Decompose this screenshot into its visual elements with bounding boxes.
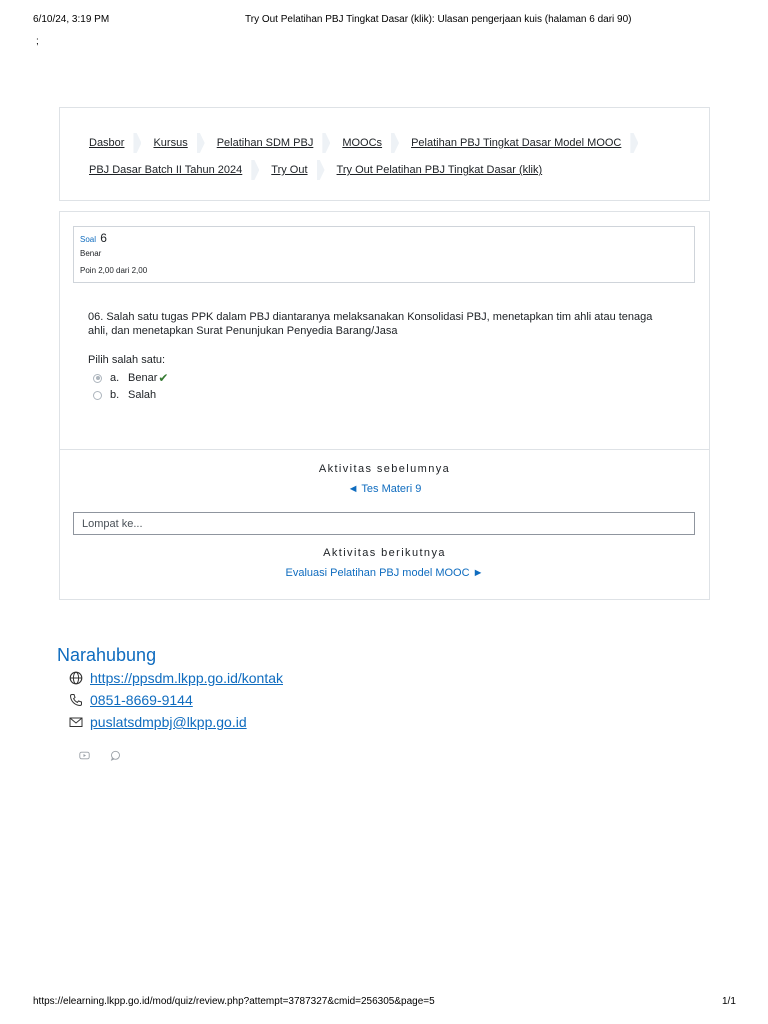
divider bbox=[60, 449, 709, 450]
phone-icon bbox=[69, 693, 83, 707]
answer-label: Salah bbox=[128, 389, 157, 401]
contact-phone bbox=[69, 692, 193, 708]
next-activity-link[interactable]: Evaluasi Pelatihan PBJ model MOOC ► bbox=[285, 567, 484, 579]
breadcrumb-row bbox=[89, 133, 650, 153]
breadcrumb-item-quiz[interactable]: Try Out Pelatihan PBJ Tingkat Dasar (klik) bbox=[336, 164, 543, 176]
question-grade: Poin 2,00 dari 2,00 bbox=[80, 266, 148, 275]
chevron-right-icon bbox=[391, 133, 399, 153]
print-datetime: 6/10/24, 3:19 PM bbox=[33, 14, 110, 25]
answer-prompt: Pilih salah satu: bbox=[88, 354, 166, 366]
jump-to-select[interactable]: Lompat ke... bbox=[73, 512, 695, 535]
question-number-value: 6 bbox=[100, 231, 107, 245]
answer-letter: b. bbox=[110, 389, 120, 401]
print-page-title: Try Out Pelatihan PBJ Tingkat Dasar (klik): Ulasan pengerjaan kuis (halaman 6 dari 90) bbox=[245, 14, 632, 25]
contact-title: Narahubung bbox=[57, 645, 157, 665]
whatsapp-icon[interactable] bbox=[110, 750, 121, 761]
checkmark-icon: ✔ bbox=[158, 371, 169, 385]
breadcrumb-row bbox=[89, 160, 542, 180]
next-activity-label: Aktivitas berikutnya bbox=[323, 547, 446, 559]
question-info bbox=[73, 226, 695, 283]
question-state: Benar bbox=[80, 249, 102, 258]
answer-letter: a. bbox=[110, 372, 120, 384]
chevron-right-icon bbox=[197, 133, 205, 153]
envelope-icon bbox=[69, 715, 83, 729]
print-footer-page: 1/1 bbox=[722, 996, 736, 1007]
breadcrumb-item-dasbor[interactable]: Dasbor bbox=[89, 137, 125, 149]
radio-button[interactable] bbox=[93, 391, 102, 400]
question-text: 06. Salah satu tugas PPK dalam PBJ diantaranya melaksanakan Konsolidasi PBJ, menetapkan tim ahli atau tenaga ahli, dan menetapkan Surat Penunjukan Penyedia Barang/Jasa bbox=[88, 311, 653, 337]
contact-email bbox=[69, 714, 247, 730]
breadcrumb-item-kursus[interactable]: Kursus bbox=[153, 137, 188, 149]
stray-text: ; bbox=[36, 36, 39, 47]
breadcrumb-item-batch[interactable]: PBJ Dasar Batch II Tahun 2024 bbox=[89, 164, 243, 176]
quiz-review-card bbox=[59, 211, 710, 600]
chevron-right-icon bbox=[322, 133, 330, 153]
previous-activity-label: Aktivitas sebelumnya bbox=[318, 463, 451, 475]
question-label: Soal bbox=[80, 235, 97, 244]
chevron-right-icon bbox=[251, 160, 259, 180]
chevron-right-icon bbox=[133, 133, 141, 153]
breadcrumb bbox=[59, 107, 710, 201]
breadcrumb-item-pelatihan-pbj-mooc[interactable]: Pelatihan PBJ Tingkat Dasar Model MOOC bbox=[411, 137, 622, 149]
breadcrumb-item-try-out[interactable]: Try Out bbox=[271, 164, 308, 176]
breadcrumb-item-moocs[interactable]: MOOCs bbox=[342, 137, 383, 149]
breadcrumb-item-pelatihan-sdm-pbj[interactable]: Pelatihan SDM PBJ bbox=[216, 137, 314, 149]
question-number bbox=[80, 231, 107, 245]
answer-option-b[interactable] bbox=[93, 389, 156, 401]
radio-button[interactable] bbox=[93, 374, 102, 383]
contact-website bbox=[69, 670, 283, 686]
contact-email-link[interactable]: puslatsdmpbj@lkpp.go.id bbox=[90, 714, 247, 730]
contact-website-link[interactable]: https://ppsdm.lkpp.go.id/kontak bbox=[90, 670, 283, 686]
youtube-icon[interactable] bbox=[79, 750, 90, 761]
answer-label: Benar bbox=[128, 372, 158, 384]
answer-option-a[interactable] bbox=[93, 371, 168, 385]
print-footer-url: https://elearning.lkpp.go.id/mod/quiz/review.php?attempt=3787327&cmid=256305&page=5 bbox=[33, 996, 435, 1007]
chevron-right-icon bbox=[630, 133, 638, 153]
globe-icon bbox=[69, 671, 83, 685]
chevron-right-icon bbox=[317, 160, 325, 180]
contact-phone-link[interactable]: 0851-8669-9144 bbox=[90, 692, 193, 708]
previous-activity-link[interactable]: ◄ Tes Materi 9 bbox=[347, 483, 422, 495]
